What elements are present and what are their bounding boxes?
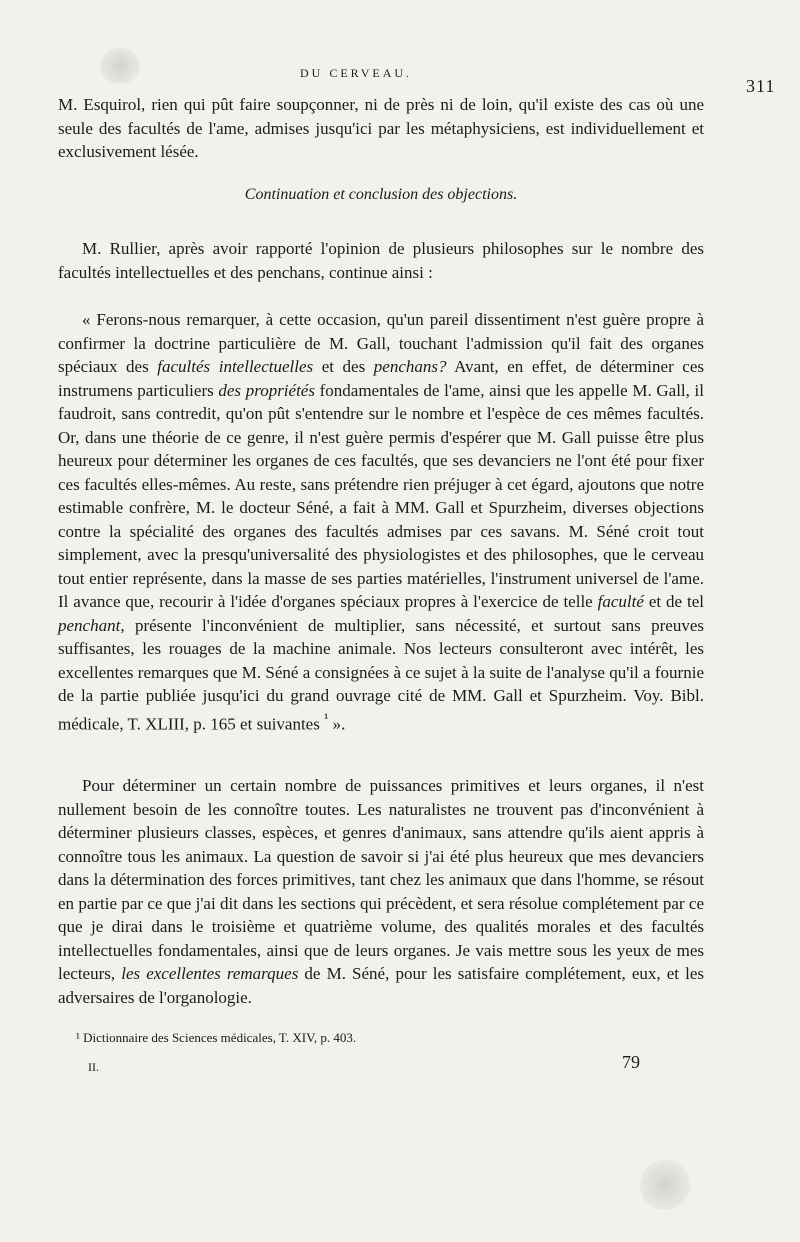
folio-number: 79 — [622, 1052, 640, 1072]
rullier-text: M. Rullier, après avoir rapporté l'opinion de plusieurs philosophes sur le nombre des facultés intellectuelles et des penchans, continue ainsi : — [58, 239, 704, 282]
quote-emphasis: faculté — [597, 592, 644, 611]
quote-emphasis: facultés intellectuelles — [157, 357, 314, 376]
rullier-paragraph — [58, 237, 704, 284]
signature-mark: II. — [88, 1060, 99, 1074]
reply-emphasis: les excellentes remarques — [121, 964, 299, 983]
footnote: ¹ Dictionnaire des Sciences médicales, T. XIV, p. 403. — [76, 1030, 357, 1045]
reply-text — [58, 774, 704, 1009]
ink-smudge — [640, 1160, 690, 1210]
quote-text: et des — [313, 357, 374, 376]
section-heading: Continuation et conclusion des objections. — [244, 186, 518, 203]
reply-paragraph — [58, 774, 704, 1009]
ink-smudge — [100, 48, 140, 84]
running-head: DU CERVEAU. — [300, 66, 413, 80]
reply-text-b: de M. Séné, pour les satisfaire complétement, eux, et les adversaires de l'organologie. — [58, 964, 704, 1007]
reply-text-a: Pour déterminer un certain nombre de puissances primitives et leurs organes, il n'est nullement besoin de les connoître toutes. Les naturalistes ne trouvent pas d'inconvénient à déterminer plusieurs classes, espèces, et genres d'animaux, sans attendre qu'ils aient appris à connoître tous les animaux. La question de savoir si j'ai été plus heureux que mes devanciers dans la détermination des forces primitives, tant chez les animaux que dans l'homme, se résout en partie par ce que j'ai dit dans les sections qui précèdent, et sera résolue complétement par ce que je dirai dans le troisième et quatrième volume, des qualités morales et des facultés intellectuelles fondamentales, ainsi que de leurs organes. Je vais mettre sous les yeux de mes lecteurs, — [58, 776, 704, 983]
quote-text: et de tel — [643, 592, 704, 611]
quote-text: « Ferons-nous remarquer, à cette occasion, qu'un pareil dissentiment n'est guère propre à confirmer la doctrine particulière de M. Gall, touchant l'admission qu'il fait des organes spéciaux des — [58, 310, 704, 376]
quote-paragraph — [58, 308, 704, 736]
quote-emphasis: penchant, — [58, 615, 125, 635]
page-number: 311 — [746, 76, 776, 96]
quote-text: fondamentales de l'ame, ainsi que les appelle M. Gall, il faudroit, sans contredit, qu'on pût s'entendre sur le nombre et l'espèce de ces mêmes facultés. Or, dans une théorie de ce genre, il n'est guère permis d'espérer que M. Gall puisse être plus heureux pour déterminer les organes de ces facultés, que ses devanciers ne l'ont été pour fixer ces facultés elles-mêmes. Au reste, sans prétendre rien préjuger à cet égard, ajoutons que notre estimable confrère, M. le docteur Séné, a fait à MM. Gall et Spurzheim, diverses objections contre la spécialité des organes des facultés admises par ces savans. M. Séné croit tout simplement, avec la presqu'universalité des physiologistes et des philosophes, que le cerveau tout entier représente, dans la masse de ses parties matérielles, l'instrument universel de l'ame. Il avance que, recourir à l'idée d'organes spéciaux propres à l'exercice de telle — [58, 380, 704, 611]
quote-text: Avant, en effet, de déterminer ces instrumens particuliers — [58, 357, 705, 400]
intro-text: M. Esquirol, rien qui pût faire soupçonner, ni de près ni de loin, qu'il existe des cas où une seule des facultés de l'ame, admises jusqu'ici par les métaphysiciens, est individuellement et exclusivement lésée. — [58, 95, 704, 161]
quote-emphasis: des propriétés — [218, 380, 315, 400]
footnote-reference: ¹ — [324, 710, 329, 727]
quote-emphasis: penchans? — [373, 357, 447, 376]
intro-paragraph — [58, 93, 704, 164]
quote-text: ». — [328, 714, 346, 734]
quote-block — [58, 308, 704, 736]
quote-text: présente l'inconvénient de multiplier, sans nécessité, et surtout sans preuves suffisantes, les rouages de la machine animale. Nos lecteurs consulteront avec intérêt, les excellentes remarques que M. Séné a consignées à ce sujet à la suite de l'analyse qu'il a fournie de la partie publiée jusqu'ici du grand ouvrage cité de MM. Gall et Spurzheim. Voy. Bibl. médicale, T. XLIII, p. 165 et suivantes — [58, 615, 704, 734]
